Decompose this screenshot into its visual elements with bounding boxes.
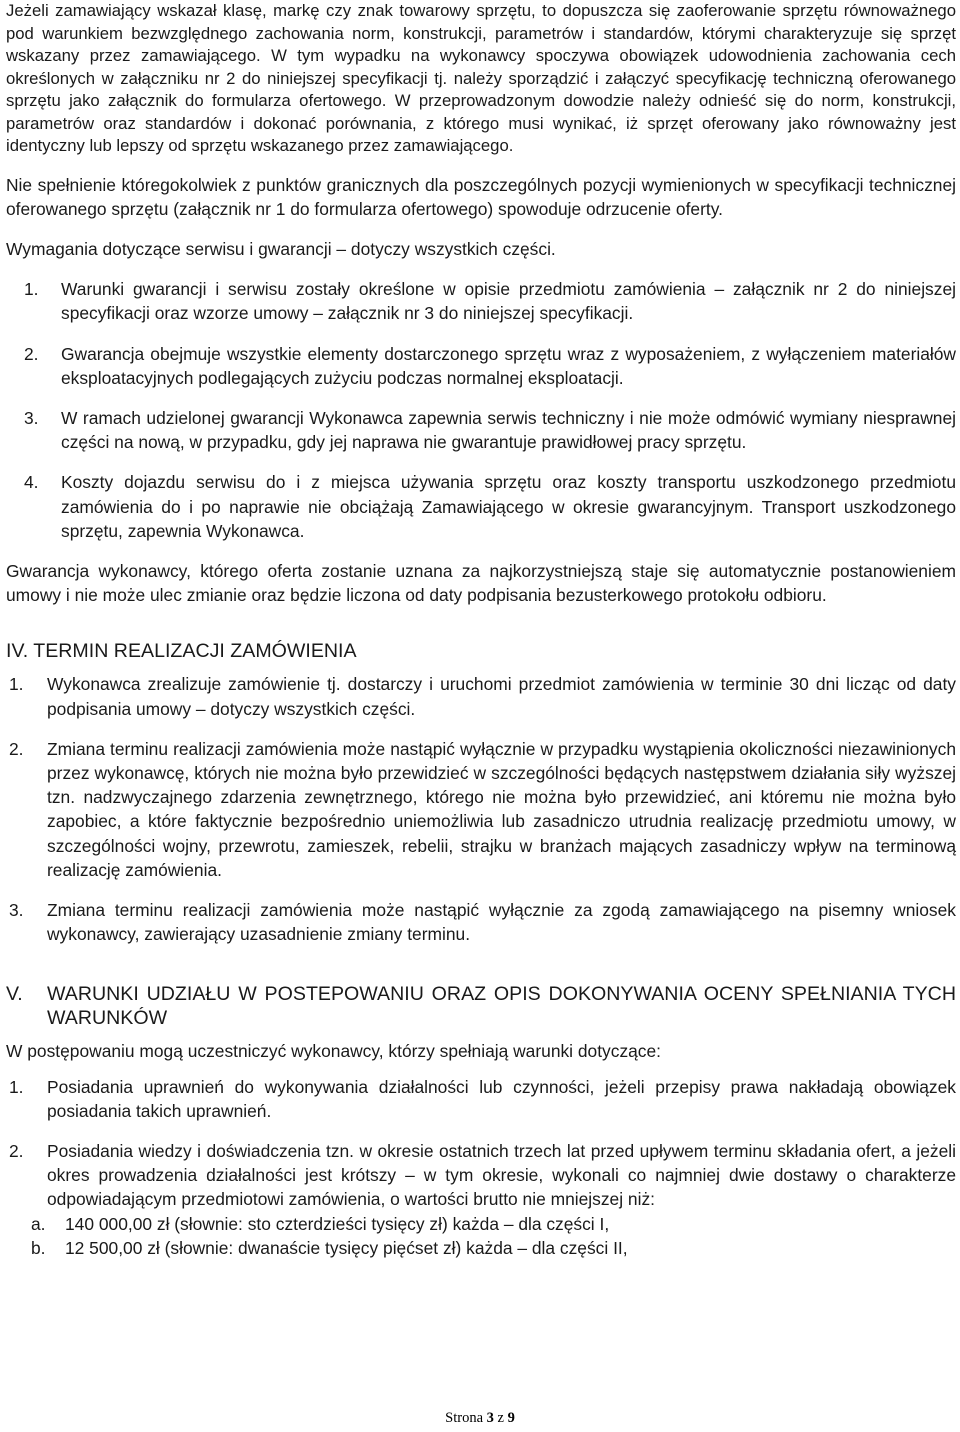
- footer-total-pages: 9: [507, 1410, 515, 1426]
- sub-list-text: 12 500,00 zł (słownie: dwanaście tysięcy pięćset zł) każda – dla części II,: [65, 1237, 628, 1258]
- intro-paragraph: Jeżeli zamawiający wskazał klasę, markę czy znak towarowy sprzętu, to dopuszcza się zaoferowanie sprzętu równoważnego pod warunkiem bezwzględnego zachowania norm, konstrukcji, parametrów i standardów, którymi charakteryzuje się sprzęt wskazany przez zamawiającego. W tym wypadku na wykonawcy spoczywa obowiązek udowodnienia zachowania cech określonych w załączniku nr 2 do niniejszej specyfikacji tj. należy sporządzić i załączyć specyfikację techniczną oferowanego sprzętu jako załącznik do formularza ofertowego. W przeprowadzonym dowodzie należy odnieść się do norm, konstrukcji, parametrów oraz standardów i dokonać porównania, z którego musi wynikać, iż sprzęt oferowany jako równoważny jest identyczny lub lepszy od sprzętu wskazanego przez zamawiającego.: [6, 1, 956, 155]
- list-number: 2.: [9, 738, 24, 759]
- warranty-closing: Gwarancja wykonawcy, którego oferta zostanie uznana za najkorzystniejszą staje się automatycznie postanowieniem umowy i nie może ulec zmianie oraz będzie liczona od daty podpisania bezusterkowego protokołu odbioru.: [6, 560, 956, 606]
- list-text: Koszty dojazdu serwisu do i z miejsca używania sprzętu oraz koszty transportu uszkodzonego przedmiotu zamówienia do i po naprawie nie obciążają Zamawiającego w okresie gwarancyjnym. Transport uszkodzonego sprzętu, zapewnia Wykonawca.: [61, 472, 956, 541]
- sub-list-item: [6, 1236, 956, 1260]
- section-4-list: [6, 672, 956, 946]
- sub-list-text: 140 000,00 zł (słownie: sto czterdzieści tysięcy zł) każda – dla części I,: [65, 1213, 610, 1234]
- section-5-list: [6, 1075, 956, 1260]
- list-text: Posiadania uprawnień do wykonywania działalności lub czynności, jeżeli przepisy prawa nakładają obowiązek posiadania takich uprawnień.: [47, 1076, 956, 1121]
- section-5-intro: W postępowaniu mogą uczestniczyć wykonawcy, którzy spełniają warunki dotyczące:: [6, 1041, 662, 1062]
- list-number: 2.: [24, 343, 39, 364]
- list-item: [6, 277, 956, 325]
- page-footer: [0, 1409, 960, 1427]
- list-text: Gwarancja obejmuje wszystkie elementy dostarczonego sprzętu wraz z wyposażeniem, z wyłączeniem materiałów eksploatacyjnych podlegających zużyciu podczas normalnej eksploatacji.: [61, 343, 956, 388]
- list-text: Zmiana terminu realizacji zamówienia może nastąpić wyłącznie w przypadku wystąpienia okoliczności niezawinionych przez wykonawcę, których nie można było przewidzieć w szczególności będących następstwem działania siły wyższej tzn. nadzwyczajnego zdarzenia zewnętrznego, którego nie można było przewidzieć, ani któremu nie można było zapobiec, a które faktycznie bezpośrednio uniemożliwia lub zasadniczo utrudnia realizację przedmiotu umowy, w szczególności wojny, przewrotu, zamieszek, rebelii, strajku w branżach mających zasadniczy wpływ na terminową realizację zamówienia.: [47, 738, 956, 880]
- warranty-list: [6, 277, 956, 543]
- list-item: [6, 898, 956, 946]
- warranty-intro: Wymagania dotyczące serwisu i gwarancji – dotyczy wszystkich części.: [6, 238, 556, 259]
- list-text: W ramach udzielonej gwarancji Wykonawca zapewnia serwis techniczny i nie może odmówić wymiany niesprawnej części na nową, w przypadku, gdy jej naprawa nie gwarantuje prawidłowej pracy sprzętu.: [61, 407, 956, 453]
- list-item: [6, 1139, 956, 1212]
- list-text: Zmiana terminu realizacji zamówienia może nastąpić wyłącznie za zgodą zamawiającego na pisemny wniosek wykonawcy, zawierający uzasadnienie zmiany terminu.: [47, 899, 956, 945]
- footer-current-page: 3: [486, 1410, 494, 1426]
- list-item: [6, 672, 956, 720]
- list-number: 3.: [24, 407, 39, 428]
- section-5-title: [6, 982, 956, 1030]
- footer-label: Strona: [445, 1410, 484, 1426]
- sub-list-item: [6, 1212, 956, 1236]
- sub-list-letter: a.: [31, 1213, 46, 1234]
- section-title-text: WARUNKI UDZIAŁU W POSTEPOWANIU ORAZ OPIS DOKONYWANIA OCENY SPEŁNIANIA TYCH WARUNKÓW: [47, 983, 956, 1030]
- list-text: Wykonawca zrealizuje zamówienie tj. dostarczy i uruchomi przedmiot zamówienia w terminie 30 dni licząc od daty podpisania umowy – dotyczy wszystkich części.: [47, 674, 956, 719]
- list-text: Posiadania wiedzy i doświadczenia tzn. w okresie ostatnich trzech lat przed upływem terminu składania ofert, a jeżeli okres prowadzenia działalności jest krótszy – w tym okresie, wykonali co najmniej dwie dostawy o charakterze odpowiadającym przedmiotowi zamówienia, o wartości brutto nie mniejszej niż:: [47, 1140, 956, 1210]
- list-item: [6, 1075, 956, 1123]
- list-number: 1.: [9, 674, 24, 695]
- list-item: [6, 406, 956, 454]
- list-number: 1.: [24, 279, 39, 300]
- section-number: V.: [6, 983, 23, 1006]
- list-item: [6, 737, 956, 882]
- list-text: Warunki gwarancji i serwisu zostały określone w opisie przedmiotu zamówienia – załącznik nr 2 do niniejszej specyfikacji oraz wzorze umowy – załącznik nr 3 do niniejszej specyfikacji.: [61, 279, 956, 324]
- sub-list: [6, 1212, 956, 1260]
- list-number: 2.: [9, 1140, 24, 1161]
- footer-separator: z: [497, 1410, 504, 1426]
- list-number: 1.: [9, 1076, 24, 1097]
- sub-list-letter: b.: [31, 1237, 46, 1258]
- list-number: 3.: [9, 899, 24, 920]
- rejection-paragraph: Nie spełnienie któregokolwiek z punktów granicznych dla poszczególnych pozycji wymienionych w specyfikacji technicznej oferowanego sprzętu (załącznik nr 1 do formularza ofertowego) spowoduje odrzucenie oferty.: [6, 174, 956, 219]
- list-item: [6, 342, 956, 390]
- list-item: [6, 470, 956, 543]
- list-number: 4.: [24, 472, 39, 493]
- section-4-title: IV. TERMIN REALIZACJI ZAMÓWIENIA: [6, 640, 357, 663]
